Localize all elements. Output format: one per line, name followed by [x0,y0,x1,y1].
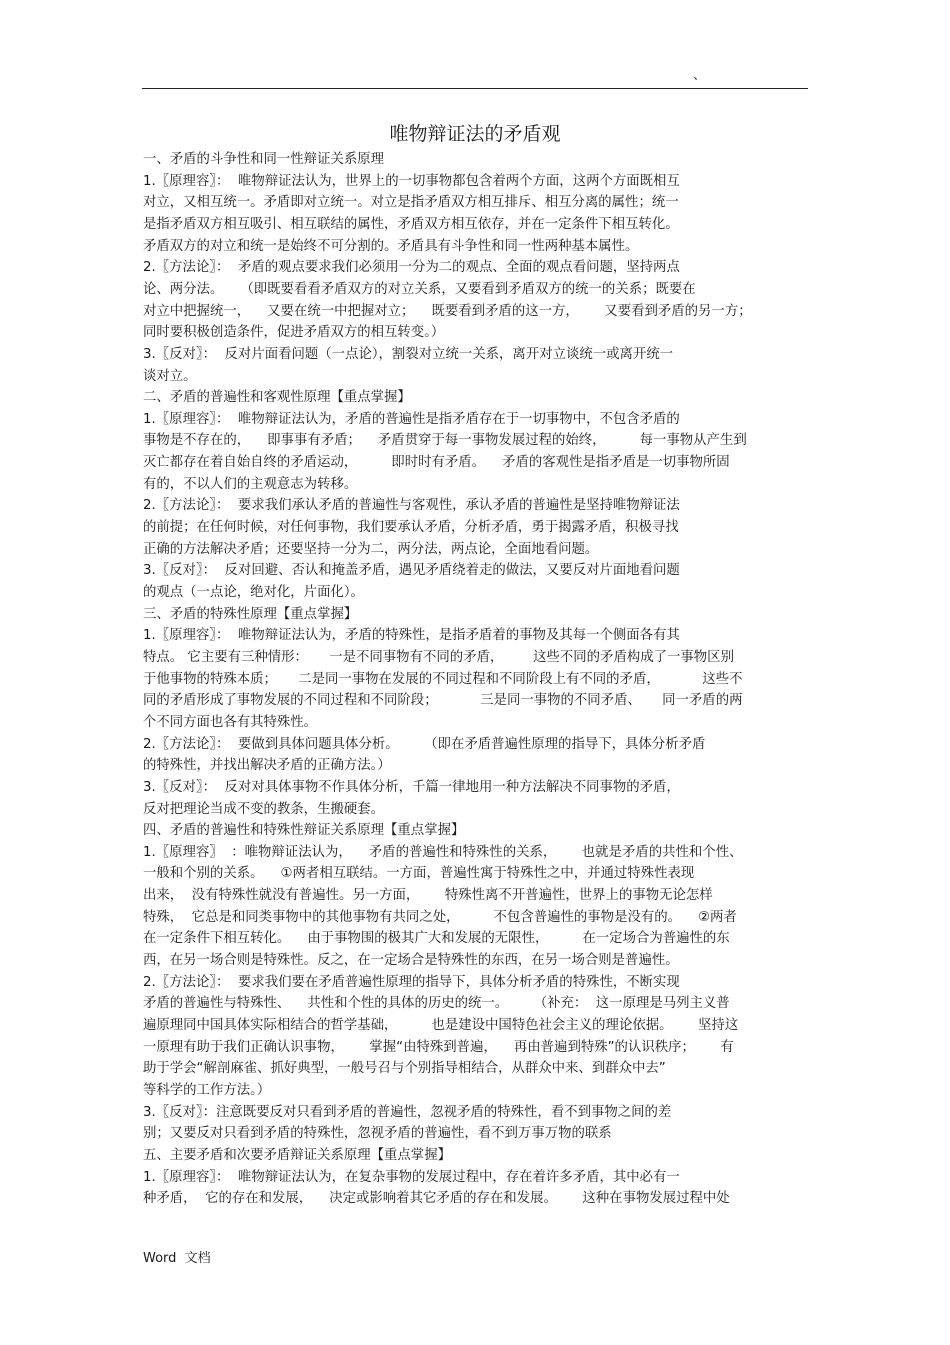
body-line: 矛盾的普遍性与特殊性、 共性和个性的具体的历史的统一。 （补充： 这一原理是马列主义普 [143,996,730,1012]
body-line: 3.〖反对〗： 反对回避、否认和掩盖矛盾，遇见矛盾绕着走的做法，又要反对片面地看问题 [143,563,680,579]
body-line: 3.〖反对〗： 反对对具体事物不作具体分析，千篇一律地用一种方法解决不同事物的矛盾， [143,779,680,795]
header-mark: 、 [693,68,707,83]
body-line: 的观点（一点论，绝对化，片面化）。 [143,585,364,600]
body-line: 正确的方法解决矛盾；还要坚持一分为二，两分法，两点论，全面地看问题。 [143,541,599,557]
body-line: 等科学的工作方法。） [143,1082,271,1098]
body-line: 同时要积极创造条件，促进矛盾双方的相互转变。） [143,325,445,341]
body-line: 助于学会“解剖麻雀、抓好典型，一般号召与个别指导相结合，从群众中来、到群众中去” [143,1061,666,1077]
body-line: 2.〖方法论〗： 要做到具体问题具体分析。 （即在矛盾普遍性原理的指导下，具体分析矛盾 [143,736,706,752]
body-line: 对立中把握统一， 又要在统一中把握对立； 既要看到矛盾的这一方， 又要看到矛盾的另一方； [143,303,752,319]
footer-label: Word 文档 [143,1251,211,1266]
body-line: 谈对立。 [143,368,197,384]
body-line: 一、矛盾的斗争性和同一性辩证关系原理 [143,152,385,167]
body-line: 西，在另一场合则是特殊性。反之，在一定场合是特殊性的东西，在另一场合则是普遍性。 [143,953,679,968]
body-line: 1.〖原理容〗： 唯物辩证法认为，矛盾的普遍性是指矛盾存在于一切事物中，不包含矛盾的 [143,411,680,427]
body-line: 2.〖方法论〗： 矛盾的观点要求我们必须用一分为二的观点、全面的观点看问题，坚持两点 [143,260,680,276]
body-line: 灭亡都存在着自始自终的矛盾运动， 即时时有矛盾。 矛盾的客观性是指矛盾是一切事物所固 [143,455,730,471]
body-line: 在一定条件下相互转化。 由于事物围的极其广大和发展的无限性， 在一定场合为普遍性的东 [143,931,730,947]
body-line: 1.〖原理容〗： 唯物辩证法认为，矛盾的特殊性，是指矛盾着的事物及其每一个侧面各有其 [143,628,680,644]
body-line: 1.〖原理容〗： 唯物辩证法认为，世界上的一切事物都包含着两个方面，这两个方面既相互 [143,173,680,189]
header-rule [142,88,808,89]
body-line: 四、矛盾的普遍性和特殊性辩证关系原理【重点掌握】 [143,823,465,839]
body-line: 有的，不以人们的主观意志为转移。 [143,476,358,492]
body-line: 2.〖方法论〗： 要求我们要在矛盾普遍性原理的指导下，具体分析矛盾的特殊性，不断实现 [143,974,680,990]
body-line: 二、矛盾的普遍性和客观性原理【重点掌握】 [143,390,411,406]
body-line: 的前提；在任何时候，对任何事物，我们要承认矛盾，分析矛盾，勇于揭露矛盾，积极寻找 [143,520,679,535]
body-line: 种矛盾， 它的存在和发展， 决定或影响着其它矛盾的存在和发展。 这种在事物发展过程中处 [143,1191,730,1207]
body-line: 五、主要矛盾和次要矛盾辩证关系原理【重点掌握】 [143,1147,451,1163]
body-line: 同的矛盾形成了事物发展的不同过程和不同阶段； 三是同一事物的不同矛盾、 同一矛盾的两 [143,693,743,709]
body-line: 出来， 没有特殊性就没有普遍性。另一方面， 特殊性离不开普遍性，世界上的事物无论怎样 [143,888,713,904]
body-line: 一般和个别的关系。 ①两者相互联结。一方面，普遍性寓于特殊性之中，并通过特殊性表现 [143,866,695,882]
body-line: 特点。 它主要有三种情形： 一是不同事物有不同的矛盾， 这些不同的矛盾构成了一事物区别 [143,650,734,665]
body-line: 2.〖方法论〗： 要求我们承认矛盾的普遍性与客观性，承认矛盾的普遍性是坚持唯物辩证法 [143,498,680,514]
body-line: 的特殊性，并找出解决矛盾的正确方法。） [143,758,391,774]
body-line: 于他事物的特殊本质； 二是同一事物在发展的不同过程和不同阶段上有不同的矛盾， 这些不 [143,671,743,687]
body-line: 遍原理同中国具体实际相结合的哲学基础， 也是建设中国特色社会主义的理论依据。 坚持这 [143,1018,739,1033]
body-line: 1.〖原理容〗： 唯物辩证法认为，在复杂事物的发展过程中，存在着许多矛盾，其中必有一 [143,1169,680,1185]
body-line: 3.〖反对〗：注意既要反对只看到矛盾的普遍性，忽视矛盾的特殊性，看不到事物之间的差 [143,1104,672,1120]
body-line: 三、矛盾的特殊性原理【重点掌握】 [143,606,358,622]
body-line: 事物是不存在的， 即事事有矛盾； 矛盾贯穿于每一事物发展过程的始终， 每一事物从产生到 [143,433,747,449]
body-line: 对立，又相互统一。矛盾即对立统一。对立是指矛盾双方相互排斥、相互分离的属性；统一 [143,195,679,211]
body-line: 矛盾双方的对立和统一是始终不可分割的。矛盾具有斗争性和同一性两种基本属性。 [143,238,639,254]
body-line: 一原理有助于我们正确认识事物， 掌握“由特殊到普遍， 再由普遍到特殊”的认识秩序； 有 [143,1039,734,1055]
document-title: 唯物辩证法的矛盾观 [389,123,561,145]
body-line: 是指矛盾双方相互吸引、相互联结的属性，矛盾双方相互依存，并在一定条件下相互转化。 [143,216,679,232]
body-line: 别；又要反对只看到矛盾的特殊性，忽视矛盾的普遍性，看不到万事万物的联系 [143,1126,612,1142]
body-line: 论、两分法。 （即既要看看矛盾双方的对立关系，又要看到矛盾双方的统一的关系；既要在 [143,281,696,297]
body-line: 3.〖反对〗： 反对片面看问题（一点论），割裂对立统一关系，离开对立谈统一或离开统一 [143,346,674,362]
body-line: 个不同方面也各有其特殊性。 [143,714,318,730]
body-line: 特殊， 它总是和同类事物中的其他事物有共同之处， 不包含普遍性的事物是没有的。 ②两者 [143,909,737,925]
body-line: 1.〖原理容〗 ：唯物辩证法认为， 矛盾的普遍性和特殊性的关系， 也就是矛盾的共性和个性、 [143,844,743,860]
body-line: 反对把理论当成不变的教条，生搬硬套。 [143,801,385,817]
